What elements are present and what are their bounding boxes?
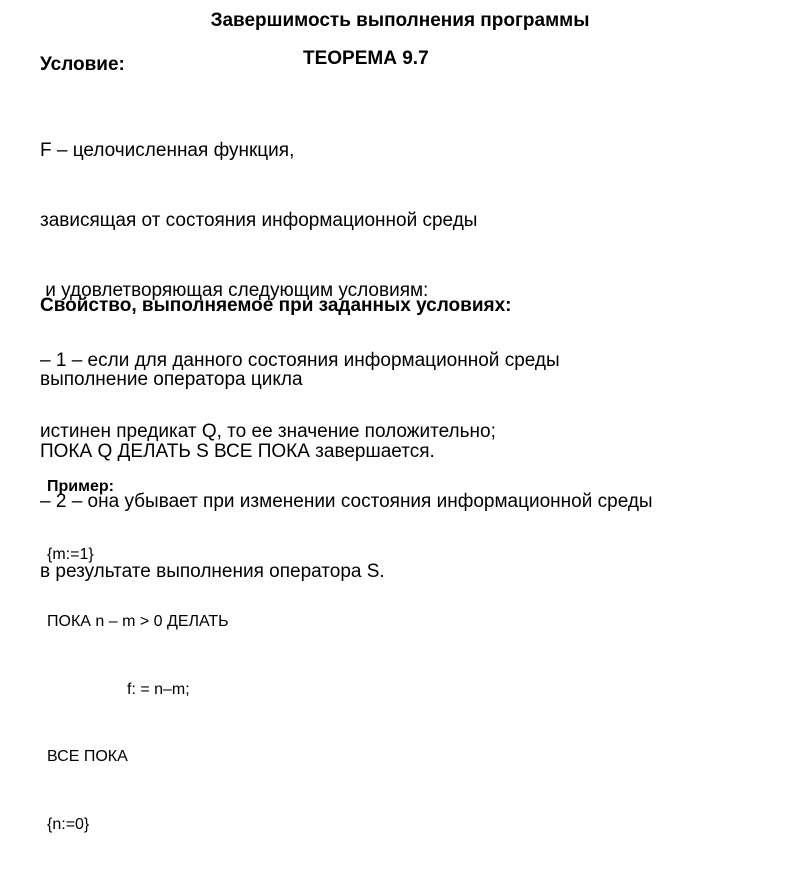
condition-line: и удовлетворяющая следующим условиям:: [40, 280, 429, 302]
example-line: {n:=0}: [47, 815, 90, 833]
condition-line: зависящая от состояния информационной среды: [40, 210, 478, 232]
property-line: выполнение оператора цикла: [40, 369, 303, 390]
condition-line: F – целочисленная функция,: [40, 139, 295, 161]
condition-heading: Условие:: [40, 54, 125, 75]
example-line: ВСЕ ПОКА: [47, 748, 128, 765]
theorem-label: ТЕОРЕМА 9.7: [303, 48, 429, 69]
example-block: [47, 431, 229, 881]
example-line: ПОКА n – m > 0 ДЕЛАТЬ: [47, 613, 229, 630]
example-line: f: = n–m;: [127, 680, 190, 698]
condition-line: в результате выполнения оператора S.: [40, 561, 385, 583]
slide-title: Завершимость выполнения программы: [210, 10, 590, 31]
condition-line: истинен предикат Q, то ее значение положительно;: [40, 420, 496, 442]
example-line: {m:=1}: [47, 545, 94, 563]
property-line: ПОКА Q ДЕЛАТЬ S ВСЕ ПОКА завершается.: [40, 441, 435, 462]
property-heading: Свойство, выполняемое при заданных условиях:: [40, 295, 512, 316]
condition-line: – 2 – она убывает при изменении состояния информационной среды: [40, 490, 653, 512]
condition-line: – 1 – если для данного состояния информационной среды: [40, 350, 560, 372]
example-heading: Пример:: [47, 478, 114, 495]
